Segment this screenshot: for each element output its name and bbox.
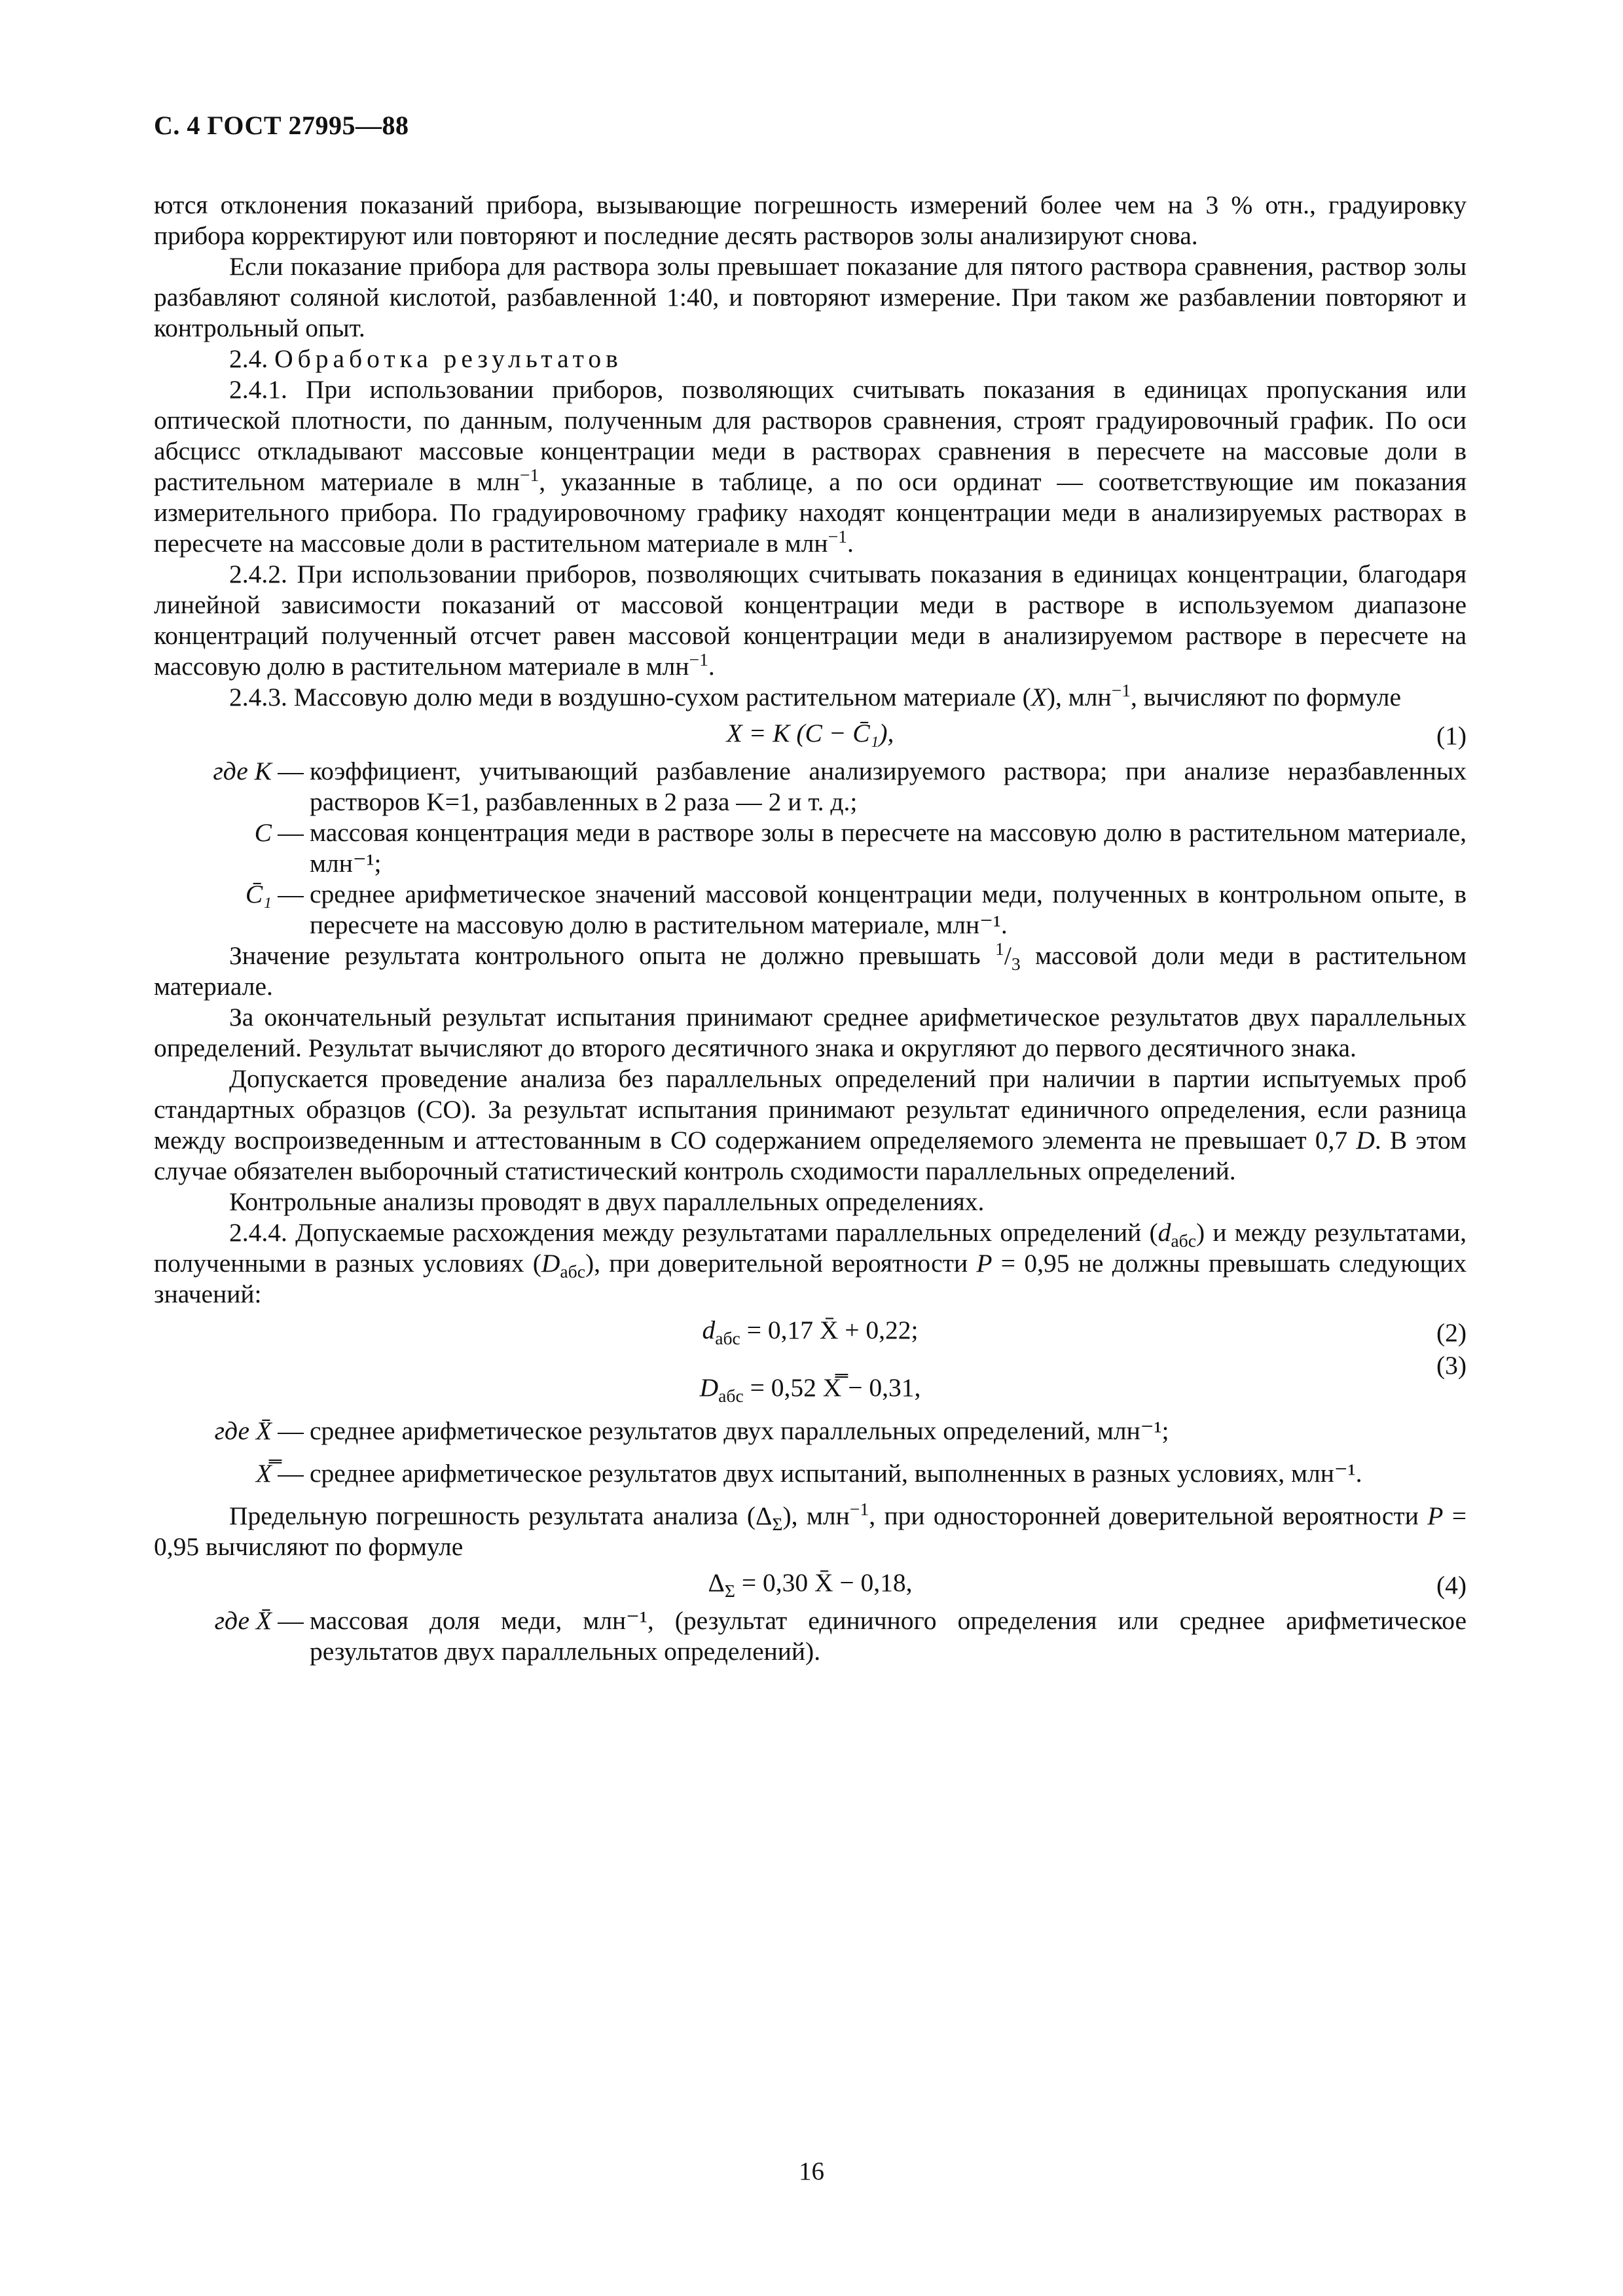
- paragraph-final-result: За окончательный результат испытания принимают среднее арифметическое результатов двух параллельных определений. Результат вычисляют до второго десятичного знака и округляют до первого десятичного знака.: [154, 1003, 1467, 1062]
- text-control-b: массовой доли меди в растительном материале.: [154, 941, 1467, 1001]
- definition-c: [154, 817, 1467, 879]
- subscript: абс: [718, 1385, 744, 1406]
- formula-2-expression: $d_{абс} = 0,17$ X̄ + 0,22;: [702, 1316, 919, 1348]
- definition-symbol: [154, 756, 272, 787]
- definition-dash: —: [278, 1416, 304, 1445]
- formula-4-number: (4): [1436, 1571, 1467, 1600]
- formula-2: [154, 1310, 1467, 1350]
- text-2-4-1-b: , указанные в таблице, а по оси ординат — соответствующие им показания измерительного прибора. По градуировочному графику находят концентрации меди в анализируемых растворах в пересчете на массовые доли в растительном материале в млн: [154, 467, 1467, 558]
- superscript: −1: [519, 464, 539, 485]
- text-2-4-2: 2.4.2. При использовании приборов, позволяющих считывать показания в единицах концентрации, благодаря линейной зависимости показаний от массовой концентрации меди в растворе в используемом диапазоне концентраций полученный отсчет равен массовой концентрации меди в анализируемом растворе в пересчете на массовую долю в растительном материале в млн: [154, 560, 1467, 681]
- text-limit-d: = 0,95 вычисляют по формуле: [154, 1501, 1467, 1561]
- page-header: С. 4 ГОСТ 27995—88: [154, 111, 409, 140]
- definition-dash: —: [278, 1459, 304, 1488]
- text-2-4-4-a: 2.4.4. Допускаемые расхождения между результатами параллельных определений (: [229, 1218, 1158, 1247]
- text-2-4-4-b: ) и между результатами, полученными в разных условиях (: [154, 1218, 1467, 1278]
- definition-text: среднее арифметическое результатов двух испытаний, выполненных в разных условиях, млн⁻¹.: [310, 1459, 1362, 1488]
- section-title: Обработка результатов: [274, 344, 623, 373]
- definition-x-double-mean: [154, 1458, 1467, 1489]
- definition-symbol: [154, 1458, 272, 1489]
- definition-dash: —: [278, 1606, 304, 1635]
- formula-1-text: X = K (C − C̄₁),: [726, 719, 894, 747]
- formula-2-text: = 0,17 X̄ + 0,22;: [740, 1316, 919, 1344]
- definition-symbol-text: где X̄: [214, 1606, 272, 1635]
- text-2-4-1-a: 2.4.1. При использовании приборов, позволяющих считывать показания в единицах пропускания или оптической плотности, по данным, полученным для растворов сравнения, строят градуировочный график. По оси абсцисс откладывают массовые концентрации меди в растворах сравнения в пересчете на массовые доли в растительном материале в млн: [154, 375, 1467, 496]
- definition-dash: —: [278, 880, 304, 908]
- paragraph-2-4-3: [154, 679, 1467, 713]
- page-number: 16: [799, 2157, 824, 2185]
- definition-symbol: [154, 1605, 272, 1636]
- formula-2-number: (2): [1436, 1318, 1467, 1347]
- text-2-4-3-a: 2.4.3. Массовую долю меди в воздушно-сухом растительном материале (: [229, 683, 1031, 711]
- definitions-formula-1: [154, 756, 1467, 941]
- definition-symbol: [154, 1416, 272, 1446]
- definition-symbol-text: где X̄: [214, 1416, 272, 1445]
- definition-text: среднее арифметическое значений массовой концентрации меди, полученных в контрольном опыте, в пересчете на массовую долю в растительном материале, млн⁻¹.: [310, 880, 1467, 939]
- text-2-4-3-c: , вычисляют по формуле: [1131, 683, 1402, 711]
- definition-symbol-text: C: [254, 818, 272, 847]
- punctuation: .: [847, 529, 854, 558]
- fraction-numerator: 1: [995, 938, 1004, 959]
- formula-1-expression: [154, 718, 1467, 749]
- paragraph-control-analyses: Контрольные анализы проводят в двух параллельных определениях.: [229, 1187, 985, 1216]
- paragraph-limit-error: [154, 1498, 1467, 1562]
- definition-x-mass-fraction: [154, 1605, 1467, 1667]
- subscript: абс: [560, 1261, 586, 1282]
- subscript: Σ: [772, 1513, 783, 1534]
- text-limit-c: , при односторонней доверительной вероятности: [869, 1501, 1428, 1530]
- definition-text: коэффициент, учитывающий разбавление анализируемого раствора; при анализе неразбавленных растворов K=1, разбавленных в 2 раза — 2 и т. д.;: [310, 757, 1467, 816]
- subscript: абс: [715, 1327, 740, 1348]
- formula-1-number: (1): [1436, 721, 1467, 750]
- formula-4-expression: $\Delta_\Sigma = 0,30$ X̄ − 0,18,: [708, 1568, 913, 1601]
- definition-text: массовая доля меди, млн⁻¹, (результат единичного определения или среднее арифметическое результатов двух параллельных определений).: [310, 1606, 1467, 1666]
- symbol-p: P: [1427, 1501, 1444, 1530]
- paragraph-2-4-4: 2.4.4. Допускаемые расхождения между результатами параллельных определений $(d_{абс})$ и между результатами, полученными в разных условиях $(D_{абс})$, при доверительной вероятности P = 0,95 не должны превышать следующих значений:: [154, 1218, 1467, 1308]
- text-2-4-4-c: ), при доверительной вероятности: [585, 1249, 977, 1278]
- text-limit-b: ), млн: [782, 1501, 850, 1530]
- spacer: [154, 1489, 1467, 1501]
- paragraph-continuation: ются отклонения показаний прибора, вызывающие погрешность измерений более чем на 3 % отн., градуировку прибора корректируют или повторяют и последние десять растворов золы анализируют снова.: [154, 190, 1467, 250]
- definition-dash: —: [278, 757, 304, 785]
- formula-4: [154, 1562, 1467, 1603]
- text-limit-a: Предельную погрешность результата анализа (Δ: [229, 1501, 773, 1530]
- text-2-4-4-d: = 0,95 не должны превышать следующих значений:: [154, 1249, 1467, 1308]
- paragraph-control-value: Значение результата контрольного опыта не должно превышать $^1/_3$ массовой доли меди в растительном материале.: [154, 938, 1467, 1001]
- subscript: Σ: [724, 1580, 735, 1601]
- body-text: [154, 190, 1467, 1667]
- formula-1: [154, 713, 1467, 753]
- definition-symbol-text: X̿: [255, 1459, 272, 1488]
- definition-x-mean: [154, 1416, 1467, 1446]
- definition-symbol-text: C̄₁: [245, 880, 272, 908]
- definition-c1: [154, 879, 1467, 941]
- definition-symbol: [154, 817, 272, 848]
- punctuation: .: [708, 652, 715, 681]
- definition-symbol: [154, 879, 272, 910]
- spacer: [154, 1446, 1467, 1458]
- symbol-d: D: [1356, 1126, 1375, 1155]
- definition-symbol-text: где K: [213, 757, 272, 785]
- superscript: −1: [828, 526, 847, 547]
- formula-3-text: = 0,52 X̿ − 0,31,: [743, 1373, 921, 1402]
- paragraph-dilution: Если показание прибора для раствора золы превышает показание для пятого раствора сравнения, раствор золы разбавляют соляной кислотой, разбавленной 1:40, и повторяют измерение. При таком же разбавлении повторяют и контрольный опыт.: [154, 252, 1467, 342]
- formula-3: [154, 1350, 1467, 1413]
- definition-dash: —: [278, 818, 304, 847]
- definitions-formula-2-3: [154, 1416, 1467, 1489]
- definition-k: [154, 756, 1467, 817]
- definition-text: среднее арифметическое результатов двух параллельных определений, млн⁻¹;: [310, 1416, 1169, 1445]
- formula-3-number: (3): [1436, 1351, 1467, 1380]
- formula-3-expression: $D_{абс} = 0,52$ X̿ − 0,31,: [699, 1373, 921, 1406]
- subscript: абс: [1171, 1230, 1197, 1251]
- symbol-p: P: [976, 1249, 993, 1278]
- text-2-4-3-b: ), млн: [1046, 683, 1112, 711]
- paragraph-allowed: [154, 1064, 1467, 1187]
- symbol-x: X: [1030, 683, 1047, 711]
- section-2-4-heading: [154, 344, 1467, 374]
- text-control-a: Значение результата контрольного опыта не должно превышать: [229, 941, 996, 970]
- text-allowed-a: Допускается проведение анализа без параллельных определений при наличии в партии испытуемых проб стандартных образцов (СО). За результат испытания принимают результат единичного определения, если разница между воспроизведенным и аттестованным в СО содержанием определяемого элемента не превышает 0,7: [154, 1064, 1467, 1155]
- superscript: −1: [689, 649, 708, 670]
- formula-4-text: = 0,30 X̄ − 0,18,: [735, 1568, 913, 1597]
- section-number: 2.4.: [229, 344, 268, 373]
- definitions-formula-4: [154, 1605, 1467, 1667]
- paragraph-2-4-2: [154, 559, 1467, 682]
- definition-text: массовая концентрация меди в растворе золы в пересчете на массовую долю в растительном материале, млн⁻¹;: [310, 818, 1467, 878]
- text-allowed-b: . В этом случае обязателен выборочный статистический контроль сходимости параллельных определений.: [154, 1126, 1467, 1185]
- superscript: −1: [849, 1498, 869, 1519]
- superscript: −1: [1111, 679, 1131, 700]
- paragraph-2-4-1: [154, 374, 1467, 559]
- fraction-denominator: 3: [1011, 953, 1021, 974]
